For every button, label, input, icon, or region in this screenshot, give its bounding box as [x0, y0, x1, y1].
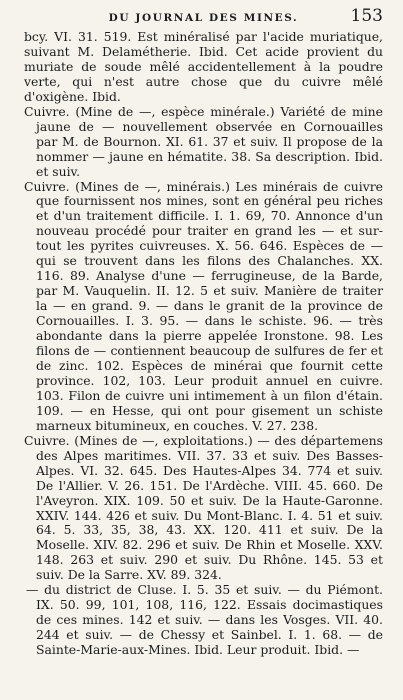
index-entry-continuation: bcy. VI. 31. 519. Est minéralisé par l'acide muriatique, suivant M. Delamétherie. Ibid. Cet acide provient du muriate de soude mêlé accidentellement à la poudre verte, qui n'est autre chose que du cuivre mêlé d'oxigène. Ibid. — [24, 29, 383, 104]
page-header — [24, 6, 383, 30]
index-body — [24, 30, 383, 658]
running-head: DU JOURNAL DES MINES. — [108, 12, 299, 24]
index-entry-cuivre-espece: Cuivre. (Mine de —, espèce minérale.) Variété de mine jaune de — nouvellement observée en Cornouailles par M. de Bournon. XI. 61. 37 et suiv. Il propose de la nommer — jaune en hématite. 38. Sa description. Ibid. et suiv. — [24, 103, 383, 179]
index-entry-cuivre-exploitations: Cuivre. (Mines de —, exploitations.) — des départemens des Alpes maritimes. VII. 37. 33 et suiv. Des Basses-Alpes. VI. 32. 645. Des Hautes-Alpes 34. 774 et suiv. De l'Allier. V. 26. 151. De l'Ardèche. VIII. 45. 660. De l'Aveyron. XIX. 109. 50 et suiv. De la Haute-Garonne. XXIV. 144. 426 et suiv. Du Mont-Blanc. I. 4. 51 et suiv. 64. 5. 33, 35, 38, 43. XX. 120. 411 et suiv. De la Moselle. XIV. 82. 296 et suiv. De Rhin et Moselle. XXV. 148. 263 et suiv. 290 et suiv. Du Rhône. 145. 53 et suiv. De la Sarre. XV. 89. 324. — [24, 432, 383, 583]
index-subentry-districts: — du district de Cluse. I. 5. 35 et suiv. — du Piémont. IX. 50. 99, 101, 108, 116, 122. Essais docimastiques de ces mines. 142 et suiv. — dans les Vosges. VII. 40. 244 et suiv. — de Chessy et Sainbel. I. 1. 68. — de Sainte-Marie-aux-Mines. Ibid. Leur produit. Ibid. — — [26, 582, 383, 658]
page-number: 153 — [350, 6, 383, 26]
index-entry-cuivre-minerais: Cuivre. (Mines de —, minérais.) Les minérais de cuivre que fournissent nos mines, sont en général peu riches et d'un traitement difficile. I. 1. 69, 70. Annonce d'un nouveau procédé pour traiter en grand les — et sur-tout les pyrites cuivreuses. X. 56. 646. Espèces de — qui se trouvent dans les filons des Chalanches. XX. 116. 89. Analyse d'une — ferrugineuse, de la Barde, par M. Vauquelin. II. 12. 5 et suiv. Manière de traiter la — en grand. 9. — dans le granit de la province de Cornouailles. I. 3. 95. — dans le schiste. 96. — très abondante dans la pierre appelée Ironstone. 98. Les filons de — contiennent beaucoup de sulfures de fer et de zinc. 102. Espèces de minérai que fournit cette province. 102, 103. Leur produit annuel en cuivre. 103. Filon de cuivre uni intimement à un filon d'étain. 109. — en Hesse, qui ont pour gisement un schiste marneux bitumineux, en couches. V. 27. 238. — [24, 178, 383, 433]
